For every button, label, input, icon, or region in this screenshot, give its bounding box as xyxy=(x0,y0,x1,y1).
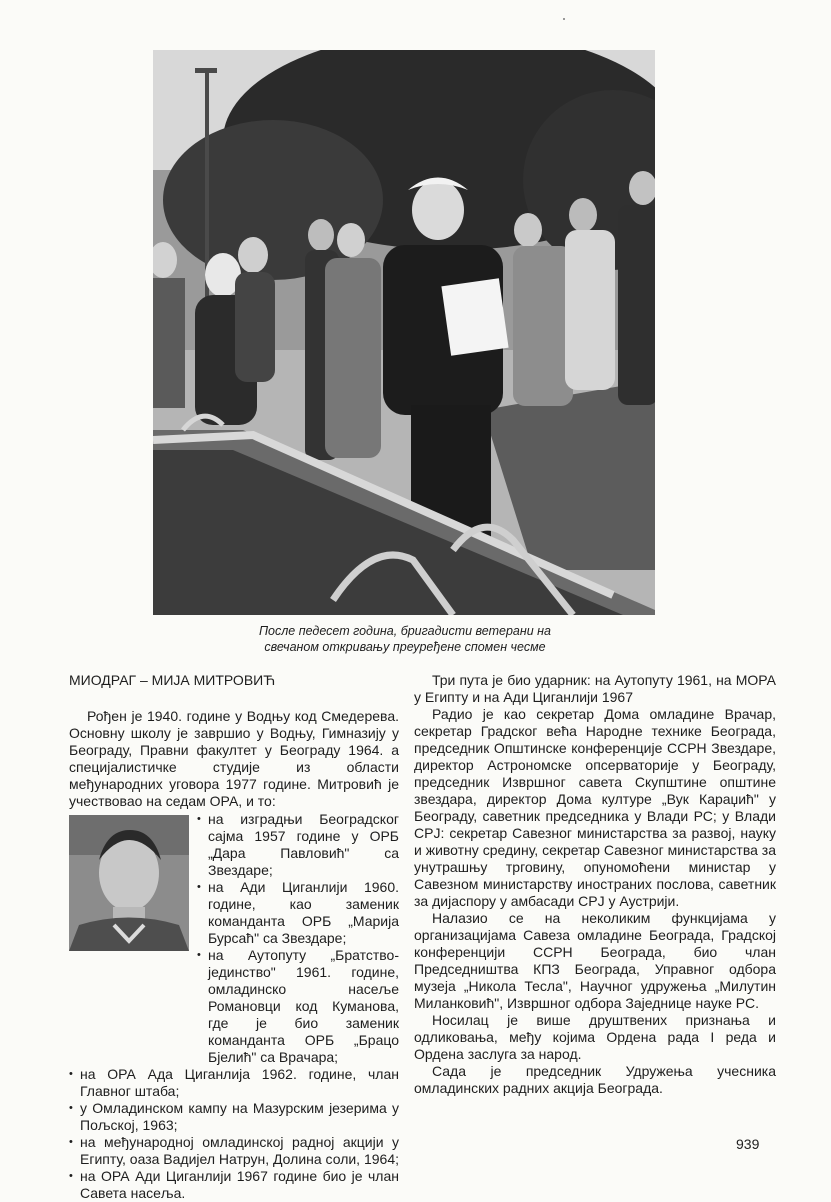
bullet-list-narrow xyxy=(197,811,399,1066)
list-item: • на ОРА Ада Циганлија 1962. године, члан Главног штаба; xyxy=(69,1066,399,1100)
left-column xyxy=(69,672,399,1202)
paragraph: Налазио се на неколиким функцијама у организацијама Савеза омладине Београда, Градској конференцији ССРН Београда, био члан Председништва КПЗ Београда, Управног одбора музеја „Никола Тесла", Научног удружења „Милутин Миланковић", Извршног одбора Заједнице науке РС. xyxy=(414,910,776,1011)
paragraph: Три пута је био ударник: на Аутопуту 1961, на МОРА у Египту и на Ади Циганлији 1967 xyxy=(414,672,776,705)
caption-line: свечаном откривању преуређене спомен чесме xyxy=(264,640,546,654)
caption-line: После педесет година, бригадисти ветерани на xyxy=(258,624,552,638)
photo-illustration xyxy=(153,50,655,615)
main-photo xyxy=(153,50,655,615)
photo-caption xyxy=(190,623,620,655)
paragraph: Сада је председник Удружења учесника омладинских радних акција Београда. xyxy=(414,1063,776,1096)
bullet-list-full xyxy=(69,1066,399,1202)
list-item: • на Ади Циганлији 1960. године, као заменик команданта ОРБ „Марија Бурсаћ" са Звездаре; xyxy=(197,879,399,947)
portrait-illustration xyxy=(69,815,189,951)
page-number: 939 xyxy=(736,1136,760,1152)
portrait-row xyxy=(69,811,399,1066)
list-item: • на међународној омладинској радној акцији у Египту, оаза Вадијел Натрун, Долина соли, 1964; xyxy=(69,1134,399,1168)
list-item: • на изградњи Београдског сајма 1957 године у ОРБ „Дара Павловић" са Звездаре; xyxy=(197,811,399,879)
list-item: • у Омладинском кампу на Мазурским језерима у Пољској, 1963; xyxy=(69,1100,399,1134)
scan-speck xyxy=(563,18,565,20)
paragraph: Носилац је више друштвених признања и одликовања, међу којима Ордена рада I реда и Ордена заслуга за народ. xyxy=(414,1012,776,1062)
right-column xyxy=(414,672,776,1097)
intro-paragraph: Рођен је 1940. године у Водњу код Смедерева. Основну школу је завршио у Водњу, Гимназију у Београду, Правни факултет у Београду 1964. а специјалистичке студије из области међународних уговора 1977 године. Митровић је учествовао на седам ОРА, и то: xyxy=(69,708,399,809)
biography-heading: МИОДРАГ – МИЈА МИТРОВИЋ xyxy=(69,672,276,688)
list-item: • на Аутопуту „Братство-јединство" 1961. године, омладинско насеље Романовци код Куманова, где је био заменик команданта ОРБ „Брацо Бјелић" са Врачара; xyxy=(197,947,399,1066)
list-item: • на ОРА Ади Циганлији 1967 године био је члан Савета насеља. xyxy=(69,1168,399,1202)
portrait-photo xyxy=(69,815,189,951)
paragraph: Радио је као секретар Дома омладине Врачар, секретар Градског већа Народне технике Београда, председник Општинске конференције ССРН Звездаре, директор Астрономске опсерваторије у Београду, председник Извршног савета Скупштине општине звездара, директор Дома културе „Вук Караџић" у Београду, саветник председника у Влади РС; у Влади СРЈ: секретар Савезног министарства за развој, науку и животну средину, секретар Савезног министарства за унутрашњу трговину, опуномоћени министар у Савезном министарству иностраних послова, саветник за дијаспору у амбасади СРЈ у Аустрији. xyxy=(414,706,776,909)
